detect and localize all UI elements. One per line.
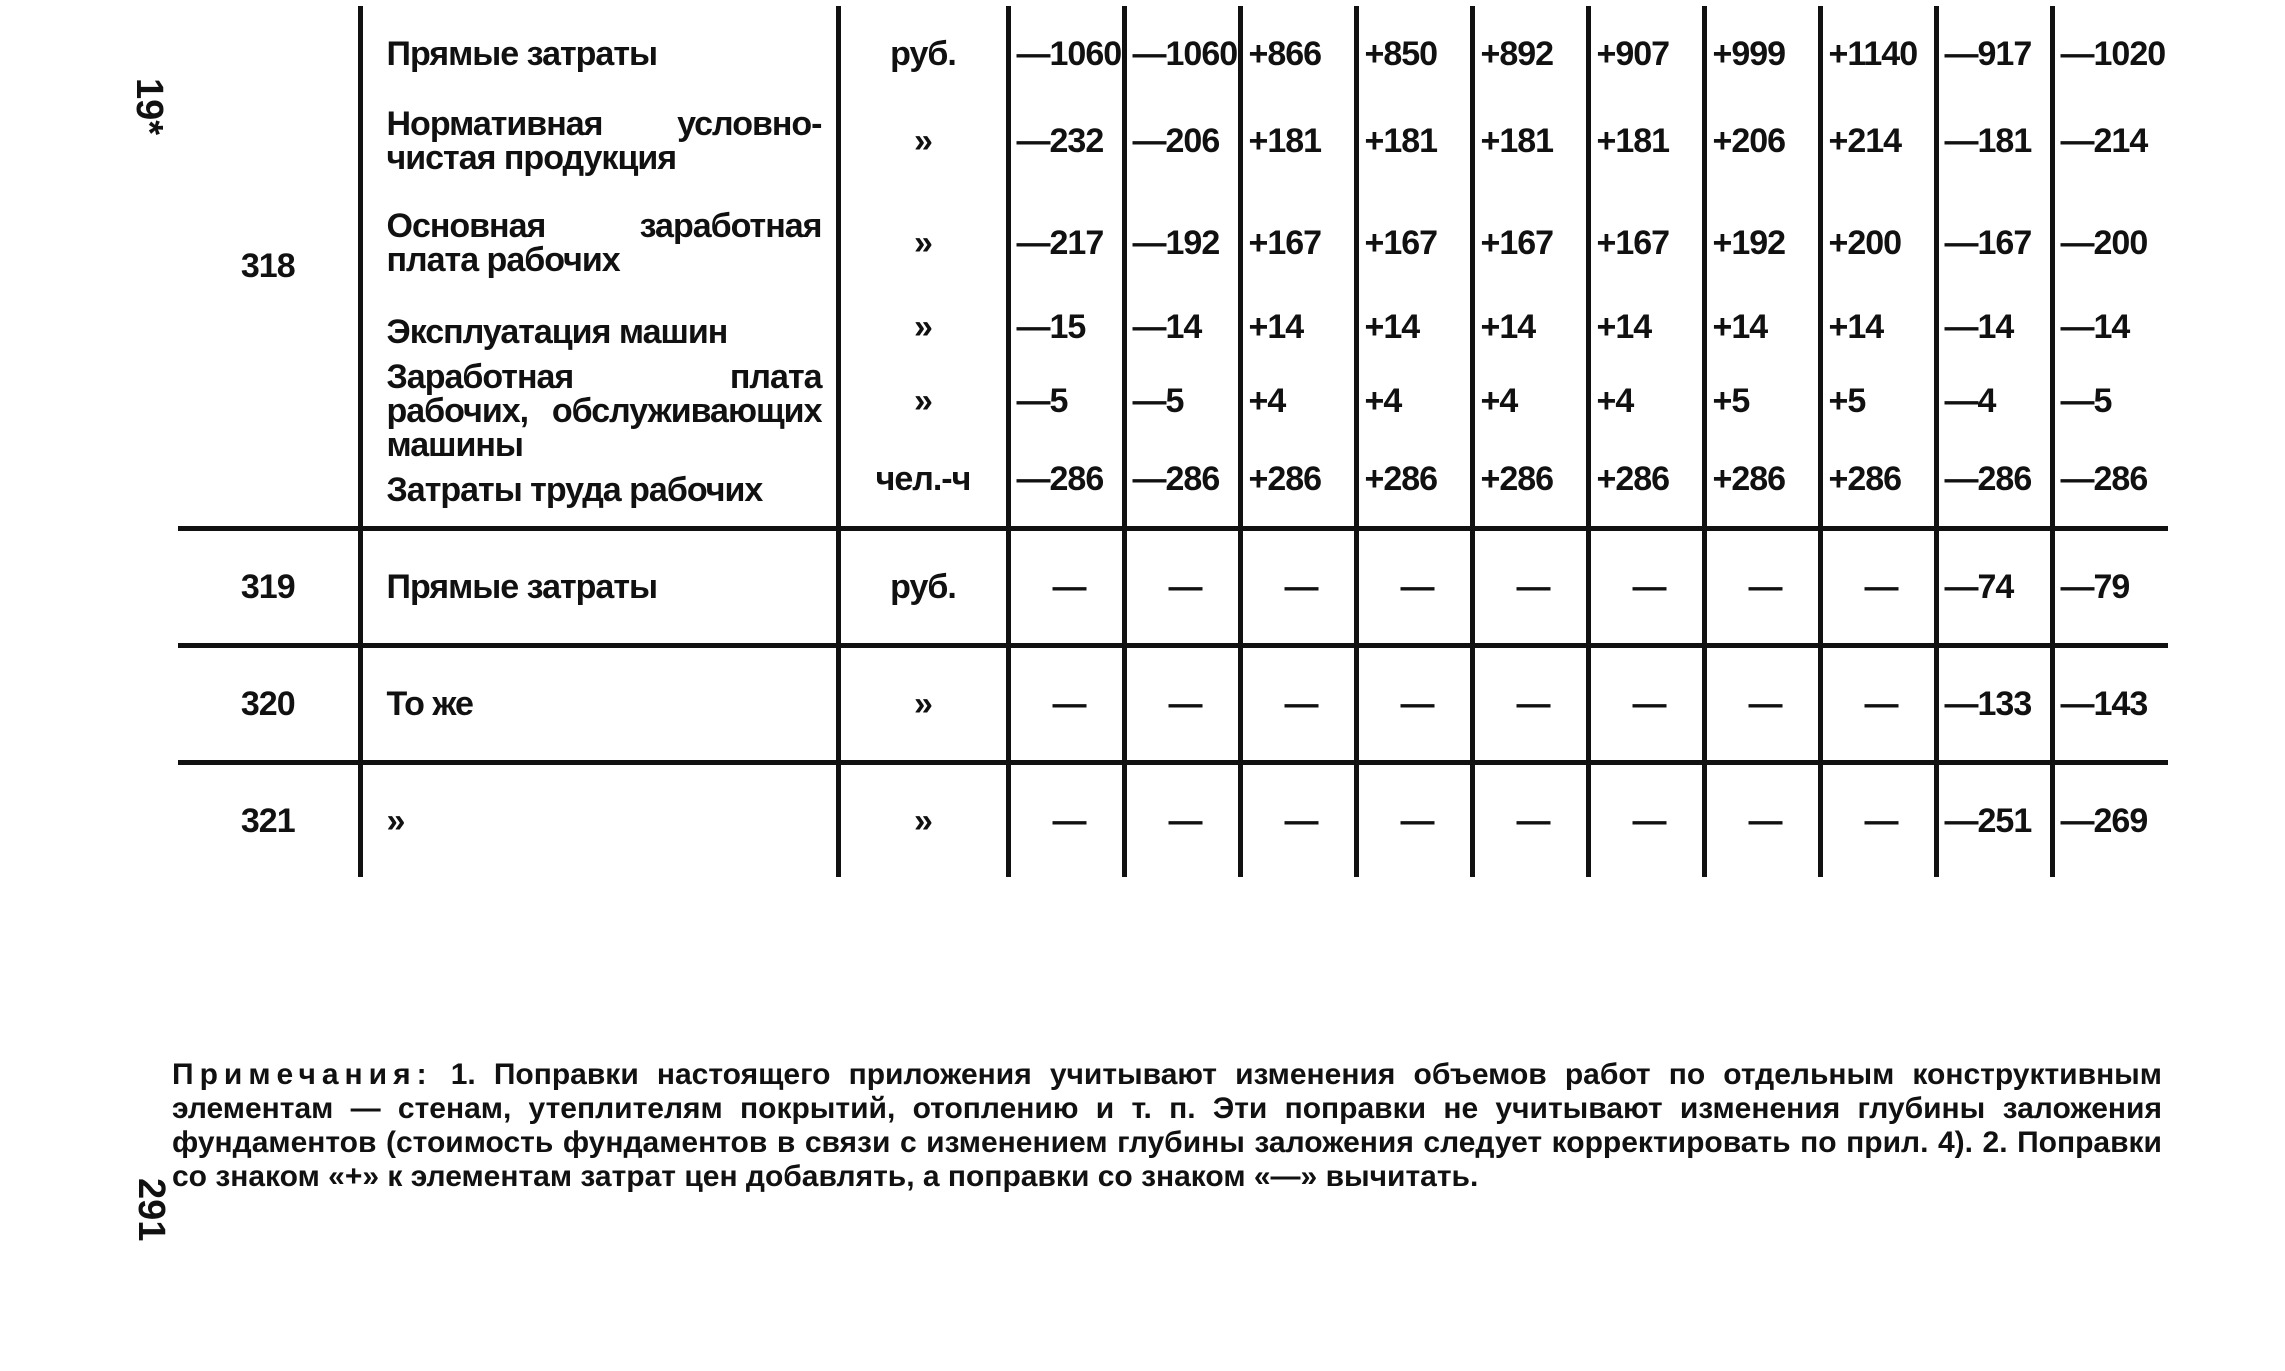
value-cell: — (1704, 529, 1820, 646)
value-cell: — (1472, 646, 1588, 763)
value-cell: +286 (1364, 459, 1438, 498)
value-cell: —286 (1132, 459, 1220, 498)
value-cell: +4 (1480, 381, 1518, 420)
value-cell: +5 (1712, 381, 1750, 420)
value-cell: +14 (1364, 307, 1420, 346)
value-column-2 (1124, 6, 1240, 529)
value-column-9 (1936, 6, 2052, 529)
value-cell: — (1240, 763, 1356, 878)
value-cell: — (1124, 763, 1240, 878)
row-number: 320 (178, 646, 360, 763)
value-cell: +14 (1248, 307, 1304, 346)
value-cell: —181 (1944, 121, 2032, 160)
value-cell: +181 (1364, 121, 1438, 160)
item-name: Прямые затраты (360, 529, 838, 646)
value-cell: +286 (1712, 459, 1786, 498)
item-name: Эксплуатация машин (386, 313, 728, 351)
notes (172, 1058, 2162, 1194)
value-cell: —1020 (2060, 34, 2166, 73)
value-cell: +200 (1828, 223, 1902, 262)
notes-label: Примечания: (172, 1058, 433, 1091)
value-cell: —232 (1016, 121, 1104, 160)
value-cell: +192 (1712, 223, 1786, 262)
value-cell: —15 (1016, 307, 1086, 346)
value-cell: —286 (1944, 459, 2032, 498)
value-cell: +14 (1596, 307, 1652, 346)
row-number: 321 (178, 763, 360, 878)
item-unit: » (914, 307, 932, 346)
value-cell: +286 (1596, 459, 1670, 498)
value-column-5 (1472, 6, 1588, 529)
value-cell: —133 (1936, 646, 2052, 763)
value-column-1 (1008, 6, 1124, 529)
item-unit: » (914, 121, 932, 160)
value-cell: — (1240, 529, 1356, 646)
value-cell: —5 (1132, 381, 1184, 420)
value-cell: —5 (2060, 381, 2112, 420)
value-cell: —269 (2052, 763, 2168, 878)
item-name: » (360, 763, 838, 878)
value-cell: +892 (1480, 34, 1554, 73)
value-cell: — (1356, 646, 1472, 763)
value-cell: +14 (1480, 307, 1536, 346)
value-cell: —14 (1944, 307, 2014, 346)
value-cell: —206 (1132, 121, 1220, 160)
value-cell: +999 (1712, 34, 1786, 73)
value-cell: +181 (1248, 121, 1322, 160)
value-cell: —1060 (1016, 34, 1122, 73)
value-cell: +286 (1828, 459, 1902, 498)
value-cell: —14 (1132, 307, 1202, 346)
value-cell: +4 (1248, 381, 1286, 420)
value-cell: — (1356, 529, 1472, 646)
value-cell: +181 (1596, 121, 1670, 160)
item-name: Основная заработная плата рабочих (386, 207, 822, 279)
item-unit: » (838, 763, 1008, 878)
value-cell: +286 (1480, 459, 1554, 498)
value-cell: — (1124, 646, 1240, 763)
table-row-321 (178, 763, 2168, 878)
value-cell: +850 (1364, 34, 1438, 73)
item-unit: » (838, 646, 1008, 763)
value-column-4 (1356, 6, 1472, 529)
value-cell: +214 (1828, 121, 1902, 160)
value-cell: —286 (1016, 459, 1104, 498)
value-cell: — (1820, 763, 1936, 878)
value-cell: —214 (2060, 121, 2148, 160)
value-column-8 (1820, 6, 1936, 529)
units-cell (838, 6, 1008, 529)
value-cell: —251 (1936, 763, 2052, 878)
item-name: Заработная плата рабочих, обслуживающих машины (386, 358, 822, 464)
value-cell: +167 (1480, 223, 1554, 262)
value-cell: —286 (2060, 459, 2148, 498)
table-row-319 (178, 529, 2168, 646)
value-cell: —1060 (1132, 34, 1238, 73)
notes-text: 1. Поправки настоящего приложения учитывают изменения объемов работ по отдельным конструктивным элементам — стенам, утеплителям покрытий, отоплению и т. п. Эти поправки не учитывают изменения глубины заложения фундаментов (стоимость фундаментов в связи с изменением глубины заложения следует корректировать по прил. 4). 2. Поправки со знаком «+» к элементам затрат цен добавлять, а поправки со знаком «—» вычитать. (172, 1058, 2162, 1193)
page-mark-top: 19* (128, 78, 170, 136)
row-number: 319 (178, 529, 360, 646)
value-cell: +4 (1596, 381, 1634, 420)
value-cell: —917 (1944, 34, 2032, 73)
value-cell: —4 (1944, 381, 1996, 420)
value-cell: +167 (1596, 223, 1670, 262)
value-cell: +866 (1248, 34, 1322, 73)
item-unit: » (914, 223, 932, 262)
value-cell: — (1472, 529, 1588, 646)
value-cell: —143 (2052, 646, 2168, 763)
value-cell: — (1008, 529, 1124, 646)
value-cell: +14 (1828, 307, 1884, 346)
value-cell: +181 (1480, 121, 1554, 160)
table-row-320 (178, 646, 2168, 763)
row-number: 318 (240, 246, 295, 285)
value-cell: — (1588, 763, 1704, 878)
value-cell: +206 (1712, 121, 1786, 160)
item-unit: » (914, 381, 932, 420)
value-cell: +286 (1248, 459, 1322, 498)
value-column-6 (1588, 6, 1704, 529)
value-cell: +14 (1712, 307, 1768, 346)
value-cell: +5 (1828, 381, 1866, 420)
item-name: Нормативная условно-чистая продукция (386, 105, 822, 177)
value-cell: — (1820, 646, 1936, 763)
value-column-10 (2052, 6, 2168, 529)
item-unit: чел.-ч (875, 459, 971, 498)
value-cell: — (1356, 763, 1472, 878)
value-cell: +167 (1364, 223, 1438, 262)
item-unit: руб. (838, 529, 1008, 646)
value-cell: —79 (2052, 529, 2168, 646)
value-cell: +1140 (1828, 34, 1918, 73)
value-cell: —74 (1936, 529, 2052, 646)
value-cell: — (1704, 646, 1820, 763)
value-cell: +907 (1596, 34, 1670, 73)
value-cell: —5 (1016, 381, 1068, 420)
item-name: То же (360, 646, 838, 763)
item-unit: руб. (890, 34, 956, 73)
value-column-3 (1240, 6, 1356, 529)
item-name: Затраты труда рабочих (386, 471, 763, 509)
table-row-318 (178, 6, 2168, 529)
value-cell: — (1704, 763, 1820, 878)
item-names-cell (360, 6, 838, 529)
value-column-7 (1704, 6, 1820, 529)
value-cell: —217 (1016, 223, 1104, 262)
value-cell: —167 (1944, 223, 2032, 262)
page-number: 291 (130, 1178, 172, 1242)
value-cell: — (1588, 646, 1704, 763)
value-cell: —192 (1132, 223, 1220, 262)
value-cell: — (1008, 646, 1124, 763)
value-cell: —200 (2060, 223, 2148, 262)
item-name: Прямые затраты (386, 35, 658, 73)
value-cell: — (1820, 529, 1936, 646)
value-cell: — (1124, 529, 1240, 646)
value-cell: +167 (1248, 223, 1322, 262)
value-cell: — (1008, 763, 1124, 878)
value-cell: — (1472, 763, 1588, 878)
corrections-table (178, 6, 2168, 877)
value-cell: — (1240, 646, 1356, 763)
value-cell: +4 (1364, 381, 1402, 420)
value-cell: — (1588, 529, 1704, 646)
value-cell: —14 (2060, 307, 2130, 346)
